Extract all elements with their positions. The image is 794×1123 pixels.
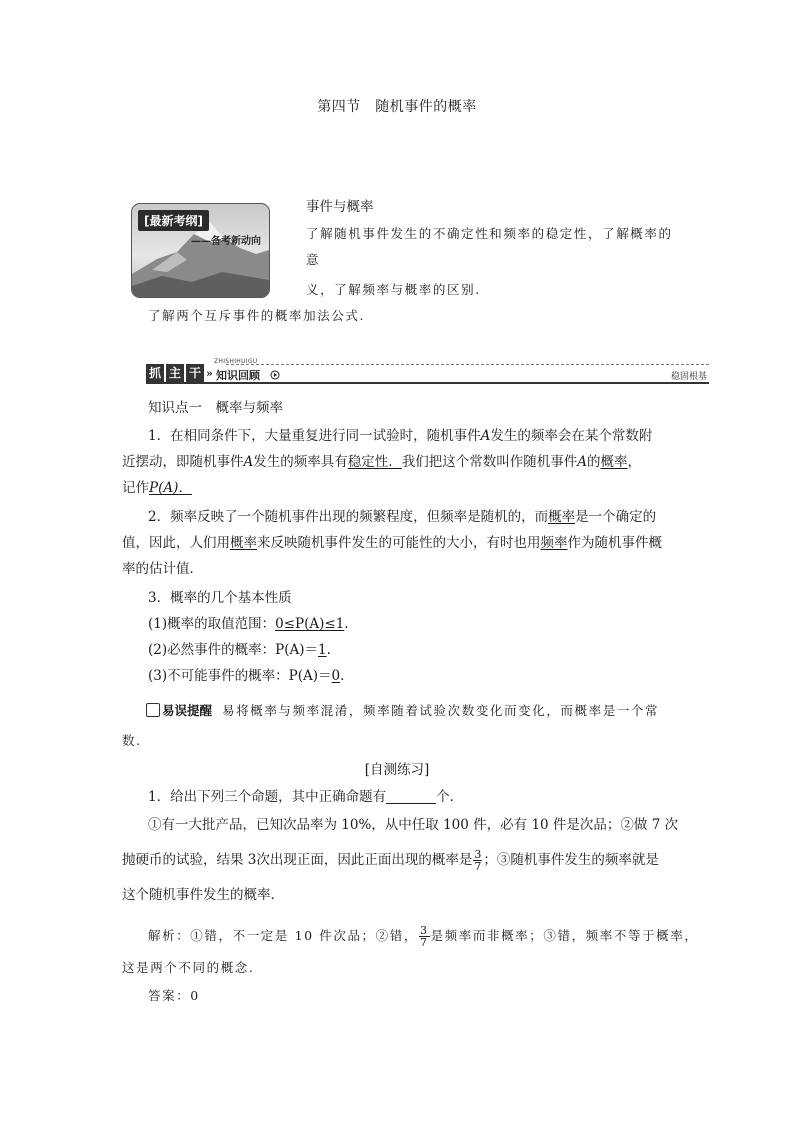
text: 2．频率反映了一个随机事件出现的频繁程度，但频率是随机的，而 bbox=[148, 509, 549, 525]
answer-line1 bbox=[148, 925, 698, 948]
text: 解析：①错，不一定是 10 件次品；②错， bbox=[148, 928, 418, 943]
text: (2)必然事件的概率：P(A)＝ bbox=[148, 642, 318, 658]
kp1-p3-2 bbox=[148, 640, 331, 660]
answer-final: 答案：0 bbox=[148, 988, 200, 1003]
text: 抛硬币的试验，结果 3次出现正面，因此正面出现的概率是 bbox=[122, 852, 473, 868]
outline-line-2: 义，了解频率与概率的区别. bbox=[306, 282, 481, 297]
answer-stability: 稳定性． bbox=[347, 454, 402, 470]
text: 个． bbox=[436, 789, 464, 805]
q1-line1: ①有一大批产品，已知次品率为 10%，从中任取 100 件，必有 10 件是次品；②做 7 次 bbox=[148, 817, 679, 833]
text: (3)不可能事件的概率：P(A)＝ bbox=[148, 668, 332, 684]
self-test-heading: [自测练习] bbox=[364, 762, 430, 778]
text: ， bbox=[627, 454, 641, 470]
text: 发生的频率具有 bbox=[253, 454, 348, 470]
tip-text: 易将概率与频率混淆，频率随着试验次数变化而变化，而概率是一个常 bbox=[222, 703, 660, 718]
bar-box-2: 主 bbox=[166, 364, 184, 382]
outline-heading: 事件与概率 bbox=[306, 199, 374, 215]
play-circle-icon bbox=[270, 370, 280, 380]
bar-box-1: 抓 bbox=[146, 364, 164, 382]
text: 发生的频率会在某个常数附 bbox=[490, 428, 653, 444]
kp1-p2-line2 bbox=[122, 533, 662, 553]
text: . bbox=[344, 616, 349, 632]
answer-blank bbox=[386, 789, 436, 804]
denominator: 7 bbox=[419, 936, 429, 949]
section-title: 第四节 随机事件的概率 bbox=[317, 99, 477, 115]
q1-line2 bbox=[122, 849, 659, 872]
text: (1)概率的取值范围： bbox=[148, 616, 276, 632]
bar-box-3: 干 bbox=[186, 364, 204, 382]
kp1-p2-line3: 率的估计值． bbox=[122, 561, 203, 577]
q1-stem bbox=[148, 787, 463, 807]
badge-tag: [最新考纲] bbox=[138, 210, 209, 231]
kp1-p3-1 bbox=[148, 614, 349, 634]
text: ；③随机事件发生的频率就是 bbox=[483, 852, 659, 868]
exam-outline-badge bbox=[131, 203, 270, 298]
fraction bbox=[419, 925, 430, 948]
text: 是频率而非概率；③错，频率不等于概率， bbox=[430, 928, 699, 943]
var-a: A bbox=[480, 428, 491, 444]
answer-probability: 概率 bbox=[600, 454, 628, 470]
answer: 概率 bbox=[548, 509, 576, 525]
tip-line1 bbox=[146, 701, 659, 721]
kp1-p1-line3 bbox=[122, 478, 192, 498]
warning-icon bbox=[146, 703, 160, 717]
text: 值，因此，人们用 bbox=[122, 535, 230, 551]
answer-line2: 这是两个不同的概念. bbox=[122, 960, 255, 975]
badge-subtitle: ——备考新动向 bbox=[191, 236, 261, 247]
kp1-p1-line2 bbox=[122, 452, 641, 472]
tip-label: 易误提醒 bbox=[162, 703, 213, 718]
answer: 1 bbox=[318, 642, 327, 658]
text: 1．在相同条件下，大量重复进行同一试验时，随机事件 bbox=[148, 428, 481, 444]
text: 记作 bbox=[122, 480, 149, 496]
outline-line-3: 了解两个互斥事件的概率加法公式. bbox=[148, 308, 366, 323]
answer-pa: P(A)． bbox=[149, 480, 192, 496]
outline-line-1b: 意 bbox=[306, 252, 321, 267]
answer: 概率 bbox=[230, 535, 257, 551]
tip-line2: 数. bbox=[122, 733, 142, 748]
var-a: A bbox=[243, 454, 254, 470]
answer: 频率 bbox=[540, 535, 568, 551]
bar-label: 知识回顾 bbox=[216, 369, 260, 382]
kp1-p3: 3．概率的几个基本性质 bbox=[148, 590, 292, 606]
bar-pinyin: ZHISHIHUIGU bbox=[214, 358, 258, 365]
fraction bbox=[473, 849, 482, 872]
kp1-heading: 知识点一 概率与频率 bbox=[148, 400, 283, 416]
kp1-p3-3 bbox=[148, 666, 344, 686]
answer: 0 bbox=[331, 668, 341, 684]
text: . bbox=[326, 642, 331, 658]
text: 1．给出下列三个命题，其中正确命题有 bbox=[148, 789, 387, 805]
denominator: 7 bbox=[474, 860, 482, 873]
q1-line3: 这个随机事件发生的概率． bbox=[122, 887, 284, 903]
numerator: 3 bbox=[419, 924, 429, 937]
kp1-p2-line1 bbox=[148, 507, 656, 527]
numerator: 3 bbox=[474, 848, 482, 861]
text: 作为随机事件概 bbox=[567, 535, 662, 551]
outline-line-1: 了解随机事件发生的不确定性和频率的稳定性，了解概率的 bbox=[306, 226, 673, 241]
text: 我们把这个常数叫作随机事件 bbox=[401, 454, 578, 470]
text: 是一个确定的 bbox=[575, 509, 657, 525]
text: 的 bbox=[587, 454, 601, 470]
var-a: A bbox=[577, 454, 587, 470]
kp1-p1-line1 bbox=[148, 426, 652, 446]
section-bar bbox=[146, 358, 709, 384]
bar-arrows-icon: » bbox=[206, 367, 213, 380]
bar-right-label: 稳固根基 bbox=[670, 372, 707, 382]
text: 来反映随机事件发生的可能性的大小，有时也用 bbox=[257, 535, 541, 551]
text: . bbox=[340, 668, 345, 684]
answer: 0≤P(A)≤1 bbox=[275, 616, 345, 632]
text: 近摆动，即随机事件 bbox=[122, 454, 244, 470]
